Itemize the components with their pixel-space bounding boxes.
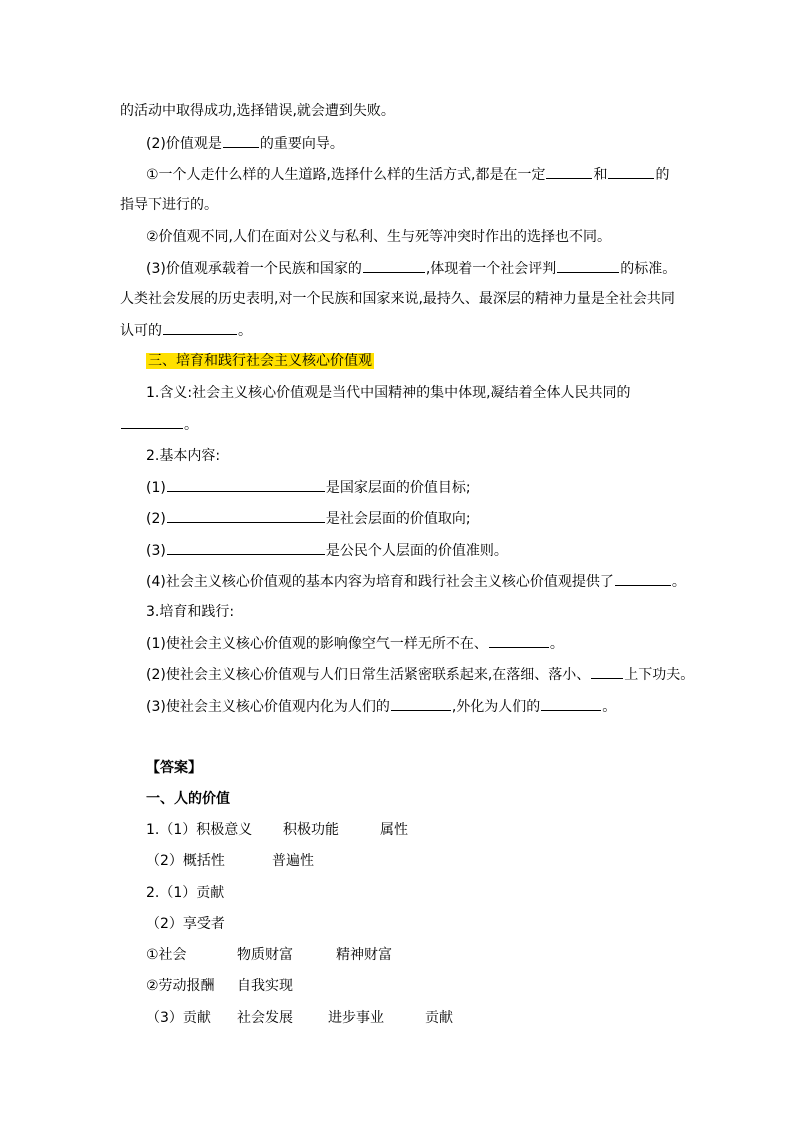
text-line [146, 540, 508, 561]
text: 的标准。 [620, 261, 677, 277]
answer-item: （3）贡献 [146, 1010, 211, 1026]
answer-item: 贡献 [425, 1010, 453, 1026]
answer-item: 进步事业 [328, 1010, 384, 1026]
text: 的重要向导。 [259, 136, 344, 152]
highlighted-heading: 三、培育和践行社会主义核心价值观 [148, 353, 372, 369]
text: (2)使社会主义核心价值观与人们日常生活紧密联系起来,在落细、落小、 [146, 667, 591, 683]
text: 1.含义:社会主义核心价值观是当代中国精神的集中体现,凝结着全体人民共同的 [146, 385, 631, 401]
answer-item: 1.（1）积极意义 [146, 822, 253, 838]
text: 【答案】 [146, 760, 202, 776]
answers-title [146, 758, 202, 778]
fill-blank [546, 164, 592, 179]
answer-row [146, 1008, 453, 1028]
answer-item: ②劳动报酬 [146, 978, 215, 994]
answer-row [146, 914, 225, 934]
text: (2)价值观是 [146, 136, 222, 152]
answer-row [146, 976, 293, 996]
text-line [146, 133, 344, 154]
answer-item: 物质财富 [237, 947, 293, 963]
fill-blank [391, 696, 451, 711]
text: 是社会层面的价值取向; [325, 511, 471, 527]
text: 的 [655, 167, 670, 183]
text: (3)价值观承载着一个民族和国家的 [146, 261, 362, 277]
text: ②价值观不同,人们在面对公义与私利、生与死等冲突时作出的选择也不同。 [146, 229, 611, 245]
answer-item: 属性 [380, 822, 408, 838]
text-line [146, 664, 694, 685]
answer-item: 2.（1）贡献 [146, 885, 225, 901]
text-line [120, 289, 675, 309]
text: 是公民个人层面的价值准则。 [325, 543, 508, 559]
fill-blank [591, 664, 623, 679]
text: 的活动中取得成功,选择错误,就会遭到失败。 [120, 103, 395, 119]
text: (1)使社会主义核心价值观的影响像空气一样无所不在、 [146, 636, 488, 652]
text: 指导下进行的。 [120, 197, 218, 213]
answer-row [146, 883, 224, 903]
answer-item: 自我实现 [237, 978, 293, 994]
text: (3) [146, 543, 166, 559]
text-line [146, 446, 220, 466]
text-line [120, 195, 218, 215]
answer-row [146, 820, 408, 840]
text: 。 [549, 636, 564, 652]
fill-blank [121, 414, 183, 429]
fill-blank [363, 258, 425, 273]
text: (2) [146, 511, 166, 527]
answer-row [146, 945, 392, 965]
text-line [146, 477, 471, 498]
text-line [146, 633, 564, 654]
text: (1) [146, 480, 166, 496]
text: 是国家层面的价值目标; [325, 480, 471, 496]
text-line [146, 164, 669, 185]
fill-blank [167, 477, 325, 492]
text: 上下功夫。 [624, 667, 695, 683]
text: 一、人的价值 [146, 791, 230, 807]
text: 。 [602, 699, 617, 715]
text: 认可的 [120, 323, 162, 339]
fill-blank [223, 133, 259, 148]
text: ,体现着一个社会评判 [425, 261, 557, 277]
answer-item: （2）概括性 [146, 853, 225, 869]
section-heading [146, 351, 374, 371]
answers-heading [146, 789, 230, 809]
fill-blank [489, 633, 549, 648]
fill-blank [167, 508, 325, 523]
answer-item: 普遍性 [272, 853, 314, 869]
text-line [146, 258, 676, 279]
answer-item: 精神财富 [336, 947, 392, 963]
fill-blank [163, 320, 237, 335]
answer-item: ①社会 [146, 947, 187, 963]
text-line [146, 227, 611, 247]
fill-blank [615, 571, 671, 586]
answer-item: 积极功能 [283, 822, 339, 838]
text-line [146, 602, 234, 622]
text-line [120, 414, 198, 435]
answer-item: 社会发展 [237, 1010, 293, 1026]
text: ①一个人走什么样的人生道路,选择什么样的生活方式,都是在一定 [146, 167, 546, 183]
text: (3)使社会主义核心价值观内化为人们的 [146, 699, 390, 715]
fill-blank [557, 258, 619, 273]
text: 和 [593, 167, 608, 183]
text: 。 [238, 323, 252, 339]
text-line [120, 101, 395, 121]
text-line [120, 320, 252, 341]
text: 。 [671, 574, 686, 590]
text: 人类社会发展的历史表明,对一个民族和国家来说,最持久、最深层的精神力量是全社会共同 [120, 291, 675, 307]
text: ,外化为人们的 [451, 699, 541, 715]
text: 3.培育和践行: [146, 604, 235, 620]
text-line [146, 508, 471, 529]
text: (4)社会主义核心价值观的基本内容为培育和践行社会主义核心价值观提供了 [146, 574, 614, 590]
answer-row [146, 851, 314, 871]
fill-blank [608, 164, 654, 179]
text: 2.基本内容: [146, 448, 221, 464]
text-line [146, 383, 631, 403]
text-line [146, 571, 686, 592]
fill-blank [167, 540, 325, 555]
text: 。 [184, 417, 198, 433]
answer-item: （2）享受者 [146, 916, 225, 932]
fill-blank [541, 696, 601, 711]
text-line [146, 696, 616, 717]
